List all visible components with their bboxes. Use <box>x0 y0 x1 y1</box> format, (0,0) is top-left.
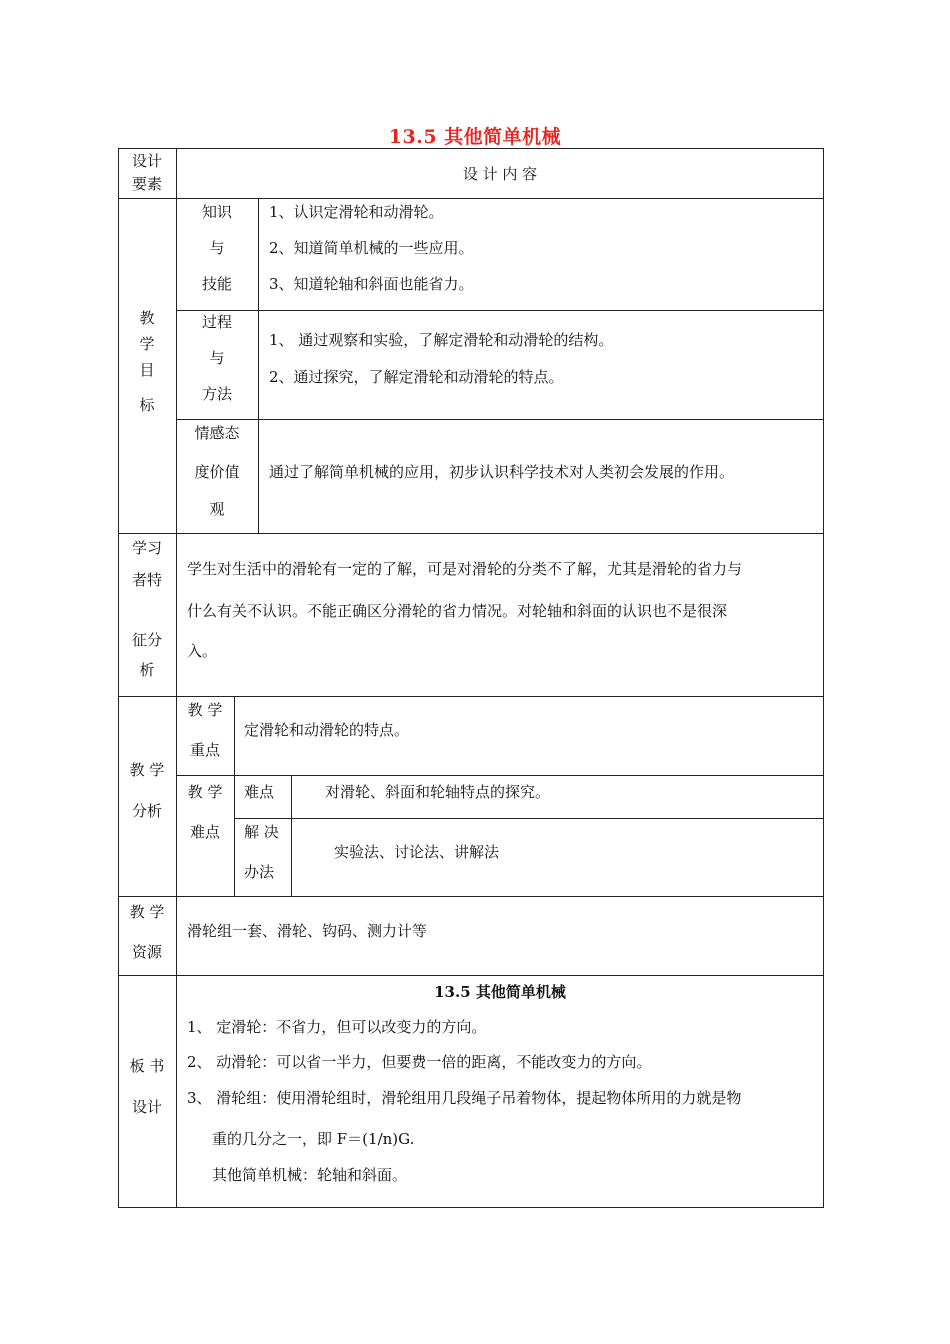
board-line-5: 其他简单机械：轮轴和斜面。 <box>212 1166 408 1184</box>
difficulty-sub1-text: 对滑轮、斜面和轮轴特点的探究。 <box>325 783 551 801</box>
analysis-label-2: 分析 <box>131 802 162 820</box>
objectives-label-3: 目 <box>139 361 155 379</box>
learner-label-2: 者特 <box>131 571 162 589</box>
difficulty-sub1-label: 难点 <box>244 783 275 801</box>
emotion-label-1: 情感态 <box>194 424 240 442</box>
knowledge-label-1: 知识 <box>201 203 232 221</box>
learner-label-1: 学习 <box>131 539 162 557</box>
difficulty-sub2-text: 实验法、讨论法、讲解法 <box>334 843 500 861</box>
key-label-1: 教 学 <box>187 701 223 719</box>
resources-label-1: 教 学 <box>129 903 165 921</box>
difficulty-label-2: 难点 <box>189 823 220 841</box>
knowledge-label-2: 与 <box>209 239 225 257</box>
board-line-2: 2、 动滑轮：可以省一半力，但要费一倍的距离，不能改变力的方向。 <box>187 1053 652 1071</box>
knowledge-item-2: 2、知道简单机械的一些应用。 <box>269 239 474 257</box>
learner-label-3: 征分 <box>131 631 162 649</box>
objectives-label-2: 学 <box>139 335 155 353</box>
process-label-1: 过程 <box>201 313 232 331</box>
process-label-2: 与 <box>209 349 225 367</box>
board-label-1: 板 书 <box>129 1057 165 1075</box>
header-col1-line2: 要素 <box>131 175 162 193</box>
header-col2: 设 计 内 容 <box>462 165 538 183</box>
learner-line-2: 什么有关不认识。不能正确区分滑轮的省力情况。对轮轴和斜面的认识也不是很深 <box>187 602 728 620</box>
knowledge-item-1: 1、认识定滑轮和动滑轮。 <box>269 203 444 221</box>
objectives-label-4: 标 <box>139 396 155 414</box>
objectives-label-1: 教 <box>139 309 155 327</box>
key-label-2: 重点 <box>189 741 220 759</box>
difficulty-sub2-label-2: 办法 <box>244 863 275 881</box>
emotion-label-2: 度价值 <box>194 463 240 481</box>
process-item-1: 1、 通过观察和实验，了解定滑轮和动滑轮的结构。 <box>269 331 614 349</box>
resources-text: 滑轮组一套、滑轮、钩码、测力计等 <box>187 922 428 940</box>
board-label-2: 设计 <box>131 1098 162 1116</box>
analysis-label-1: 教 学 <box>129 761 165 779</box>
board-heading: 13.5 其他简单机械 <box>434 983 566 1001</box>
board-line-4: 重的几分之一，即 F＝(1/n)G. <box>212 1130 415 1148</box>
emotion-text: 通过了解简单机械的应用，初步认识科学技术对人类初会发展的作用。 <box>269 463 735 481</box>
learner-line-3: 入。 <box>187 642 218 660</box>
resources-label-2: 资源 <box>131 943 162 961</box>
emotion-label-3: 观 <box>209 500 225 518</box>
knowledge-item-3: 3、知道轮轴和斜面也能省力。 <box>269 275 474 293</box>
process-item-2: 2、通过探究，了解定滑轮和动滑轮的特点。 <box>269 368 564 386</box>
learner-line-1: 学生对生活中的滑轮有一定的了解，可是对滑轮的分类不了解，尤其是滑轮的省力与 <box>187 560 743 578</box>
difficulty-sub2-label-1: 解 决 <box>244 823 279 841</box>
difficulty-label-1: 教 学 <box>187 783 223 801</box>
process-label-3: 方法 <box>201 385 232 403</box>
key-text: 定滑轮和动滑轮的特点。 <box>244 721 410 739</box>
board-line-1: 1、 定滑轮：不省力，但可以改变力的方向。 <box>187 1018 487 1036</box>
knowledge-label-3: 技能 <box>201 275 232 293</box>
learner-label-4: 析 <box>139 661 155 679</box>
board-line-3: 3、 滑轮组：使用滑轮组时，滑轮组用几段绳子吊着物体，提起物体所用的力就是物 <box>187 1089 742 1107</box>
header-col1-line1: 设计 <box>131 152 162 170</box>
page-title: 13.5 其他简单机械 <box>388 126 562 148</box>
